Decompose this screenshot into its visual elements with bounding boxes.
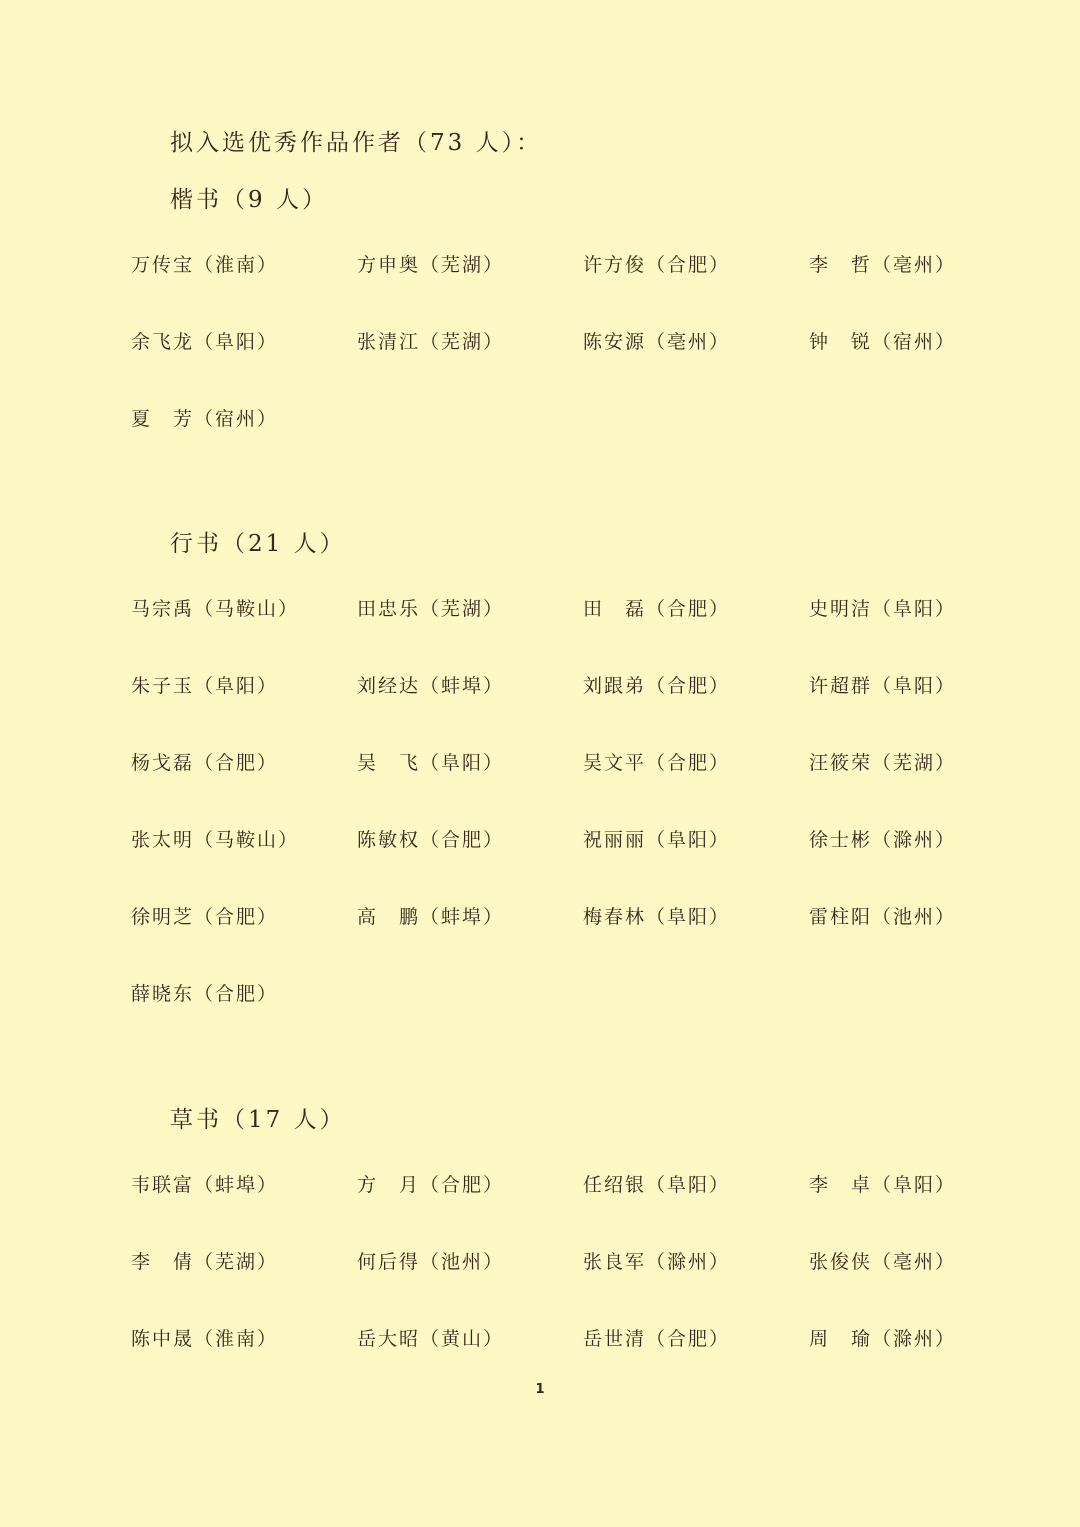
author-entry: 夏 芳（宿州）: [131, 408, 279, 430]
section-heading: 行书（21 人）: [170, 531, 346, 557]
author-entry: 张太明（马鞍山）: [131, 829, 300, 851]
author-entry: 马宗禹（马鞍山）: [131, 598, 300, 620]
author-entry: 李 倩（芜湖）: [131, 1251, 279, 1273]
author-entry: 田 磊（合肥）: [583, 598, 731, 620]
section-heading: 草书（17 人）: [170, 1107, 346, 1133]
section-heading: 楷书（9 人）: [170, 187, 328, 213]
author-entry: 陈安源（亳州）: [583, 331, 731, 353]
author-entry: 李 卓（阜阳）: [809, 1174, 957, 1196]
author-entry: 吴文平（合肥）: [583, 752, 731, 774]
author-entry: 张良军（滁州）: [583, 1251, 731, 1273]
author-entry: 许超群（阜阳）: [809, 675, 957, 697]
author-entry: 方 月（合肥）: [357, 1174, 505, 1196]
author-entry: 刘经达（蚌埠）: [357, 675, 505, 697]
page-number: 1: [535, 1382, 545, 1397]
author-entry: 刘跟弟（合肥）: [583, 675, 731, 697]
author-entry: 梅春林（阜阳）: [583, 906, 731, 928]
author-entry: 陈中晟（淮南）: [131, 1328, 279, 1350]
author-entry: 祝丽丽（阜阳）: [583, 829, 731, 851]
author-entry: 田忠乐（芜湖）: [357, 598, 505, 620]
author-entry: 何后得（池州）: [357, 1251, 505, 1273]
author-entry: 余飞龙（阜阳）: [131, 331, 279, 353]
author-entry: 钟 锐（宿州）: [809, 331, 957, 353]
author-entry: 万传宝（淮南）: [131, 254, 279, 276]
main-heading: 拟入选优秀作品作者（73 人）：: [170, 130, 543, 156]
author-entry: 张俊侠（亳州）: [809, 1251, 957, 1273]
author-entry: 陈敏权（合肥）: [357, 829, 505, 851]
author-entry: 方申奥（芜湖）: [357, 254, 505, 276]
author-entry: 张清江（芜湖）: [357, 331, 505, 353]
author-entry: 薛晓东（合肥）: [131, 983, 279, 1005]
author-entry: 高 鹏（蚌埠）: [357, 906, 505, 928]
author-entry: 汪筱荣（芜湖）: [809, 752, 957, 774]
author-entry: 雷柱阳（池州）: [809, 906, 957, 928]
author-entry: 岳大昭（黄山）: [357, 1328, 505, 1350]
author-entry: 杨戈磊（合肥）: [131, 752, 279, 774]
author-entry: 吴 飞（阜阳）: [357, 752, 505, 774]
author-entry: 岳世清（合肥）: [583, 1328, 731, 1350]
author-entry: 任绍银（阜阳）: [583, 1174, 731, 1196]
author-entry: 徐士彬（滁州）: [809, 829, 957, 851]
author-entry: 朱子玉（阜阳）: [131, 675, 279, 697]
author-entry: 李 哲（亳州）: [809, 254, 957, 276]
author-entry: 韦联富（蚌埠）: [131, 1174, 279, 1196]
author-entry: 许方俊（合肥）: [583, 254, 731, 276]
author-entry: 史明洁（阜阳）: [809, 598, 957, 620]
author-entry: 徐明芝（合肥）: [131, 906, 279, 928]
author-entry: 周 瑜（滁州）: [809, 1328, 957, 1350]
